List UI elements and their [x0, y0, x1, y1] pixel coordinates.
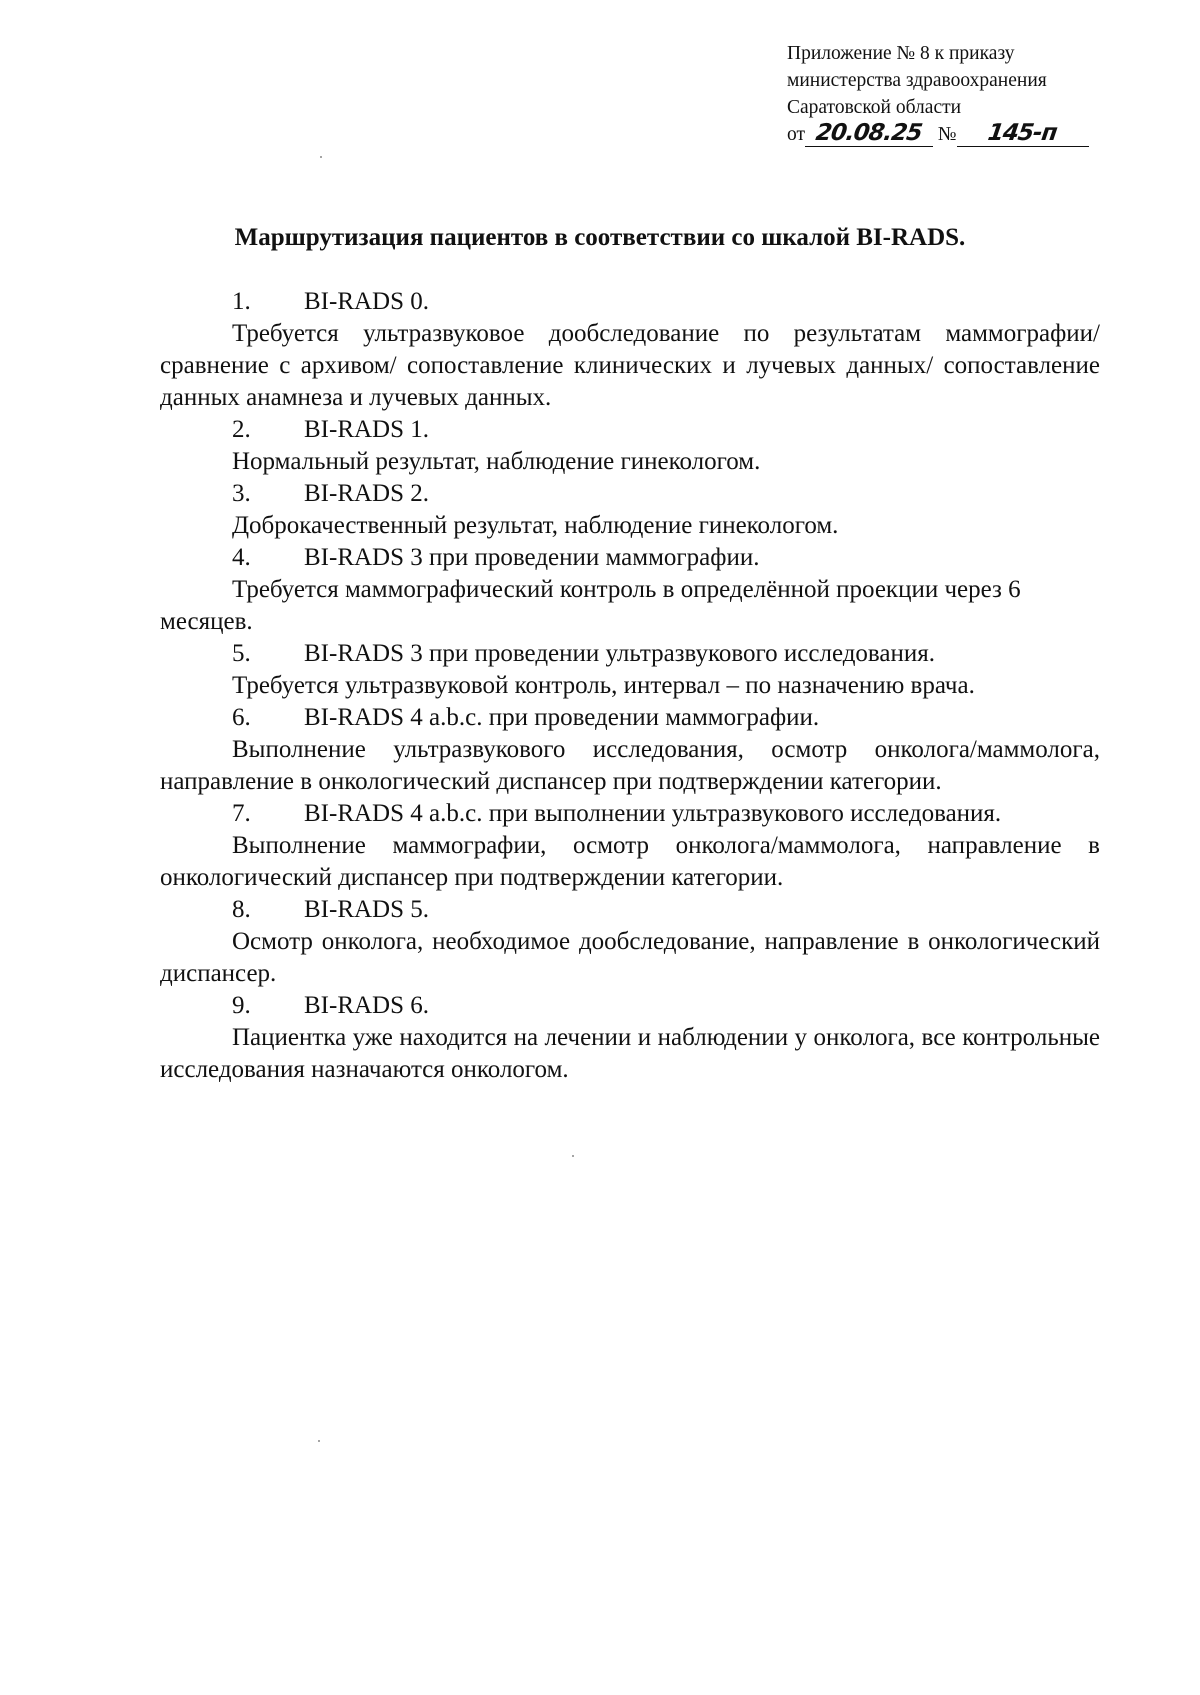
list-item — [160, 798, 1100, 894]
approval-line-1: Приложение № 8 к приказу — [787, 43, 1015, 64]
list-item — [160, 414, 1100, 478]
date-blank — [805, 122, 933, 147]
document-title: Маршрутизация пациентов в соответствии со шкалой BI-RADS. — [234, 224, 966, 251]
list-item — [160, 542, 1100, 638]
approval-line-3: Саратовской области — [787, 97, 962, 118]
number-blank — [957, 122, 1089, 147]
item-number: 4. — [232, 544, 251, 571]
routing-list — [160, 286, 1100, 1086]
item-number: 9. — [232, 992, 251, 1019]
item-heading: BI-RADS 4 a.b.c. при проведении маммографии. — [304, 704, 820, 731]
item-description: Требуется маммографический контроль в определённой проекции через 6 месяцев. — [160, 576, 1021, 635]
scan-speck — [320, 156, 322, 158]
item-heading-row — [160, 414, 1100, 446]
list-item — [160, 702, 1100, 798]
list-item — [160, 894, 1100, 990]
item-heading: BI-RADS 6. — [304, 992, 430, 1019]
item-number: 2. — [232, 416, 251, 443]
item-number: 5. — [232, 640, 251, 667]
handwritten-number: 145-п — [986, 120, 1059, 146]
item-heading-row — [160, 542, 1100, 574]
item-heading: BI-RADS 2. — [304, 480, 430, 507]
item-heading-row — [160, 638, 1100, 670]
list-item — [160, 286, 1100, 414]
item-heading-row — [160, 286, 1100, 318]
item-heading: BI-RADS 3 при проведении ультразвукового исследования. — [304, 640, 936, 667]
item-description: Выполнение маммографии, осмотр онколога/маммолога, направление в онкологический диспансер при подтверждении категории. — [160, 832, 1100, 891]
item-number: 6. — [232, 704, 251, 731]
item-heading-row — [160, 894, 1100, 926]
item-heading-row — [160, 798, 1100, 830]
scan-speck — [318, 1440, 320, 1442]
date-prefix: от — [787, 124, 806, 145]
item-number: 8. — [232, 896, 251, 923]
item-description: Доброкачественный результат, наблюдение гинекологом. — [232, 512, 839, 539]
item-heading: BI-RADS 4 a.b.c. при выполнении ультразвукового исследования. — [304, 800, 1002, 827]
item-heading: BI-RADS 3 при проведении маммографии. — [304, 544, 760, 571]
item-heading: BI-RADS 0. — [304, 288, 430, 315]
handwritten-date: 20.08.25 — [814, 120, 924, 146]
item-heading-row — [160, 478, 1100, 510]
item-heading-row — [160, 702, 1100, 734]
item-heading-row — [160, 990, 1100, 1022]
scan-speck — [572, 1155, 574, 1157]
item-description: Требуется ультразвуковой контроль, интервал – по назначению врача. — [232, 672, 975, 699]
approval-date-number-row — [787, 121, 1089, 151]
item-description: Осмотр онколога, необходимое дообследование, направление в онкологический диспансер. — [160, 928, 1100, 987]
approval-stamp-block — [787, 40, 1089, 151]
item-description: Требуется ультразвуковое дообследование по результатам маммографии/ сравнение с архивом/ сопоставление клинических и лучевых данных/ сопоставление данных анамнеза и лучевых данных. — [160, 320, 1100, 411]
list-item — [160, 990, 1100, 1086]
item-number: 7. — [232, 800, 251, 827]
number-prefix: № — [937, 124, 957, 145]
item-number: 3. — [232, 480, 251, 507]
item-description: Выполнение ультразвукового исследования, осмотр онколога/маммолога, направление в онкологический диспансер при подтверждении категории. — [160, 736, 1100, 795]
item-description: Пациентка уже находится на лечении и наблюдении у онколога, все контрольные исследования назначаются онкологом. — [160, 1024, 1100, 1083]
list-item — [160, 478, 1100, 542]
approval-line-2: министерства здравоохранения — [787, 70, 1047, 91]
item-description: Нормальный результат, наблюдение гинекологом. — [232, 448, 761, 475]
list-item — [160, 638, 1100, 702]
item-number: 1. — [232, 288, 251, 315]
item-heading: BI-RADS 5. — [304, 896, 430, 923]
item-heading: BI-RADS 1. — [304, 416, 430, 443]
